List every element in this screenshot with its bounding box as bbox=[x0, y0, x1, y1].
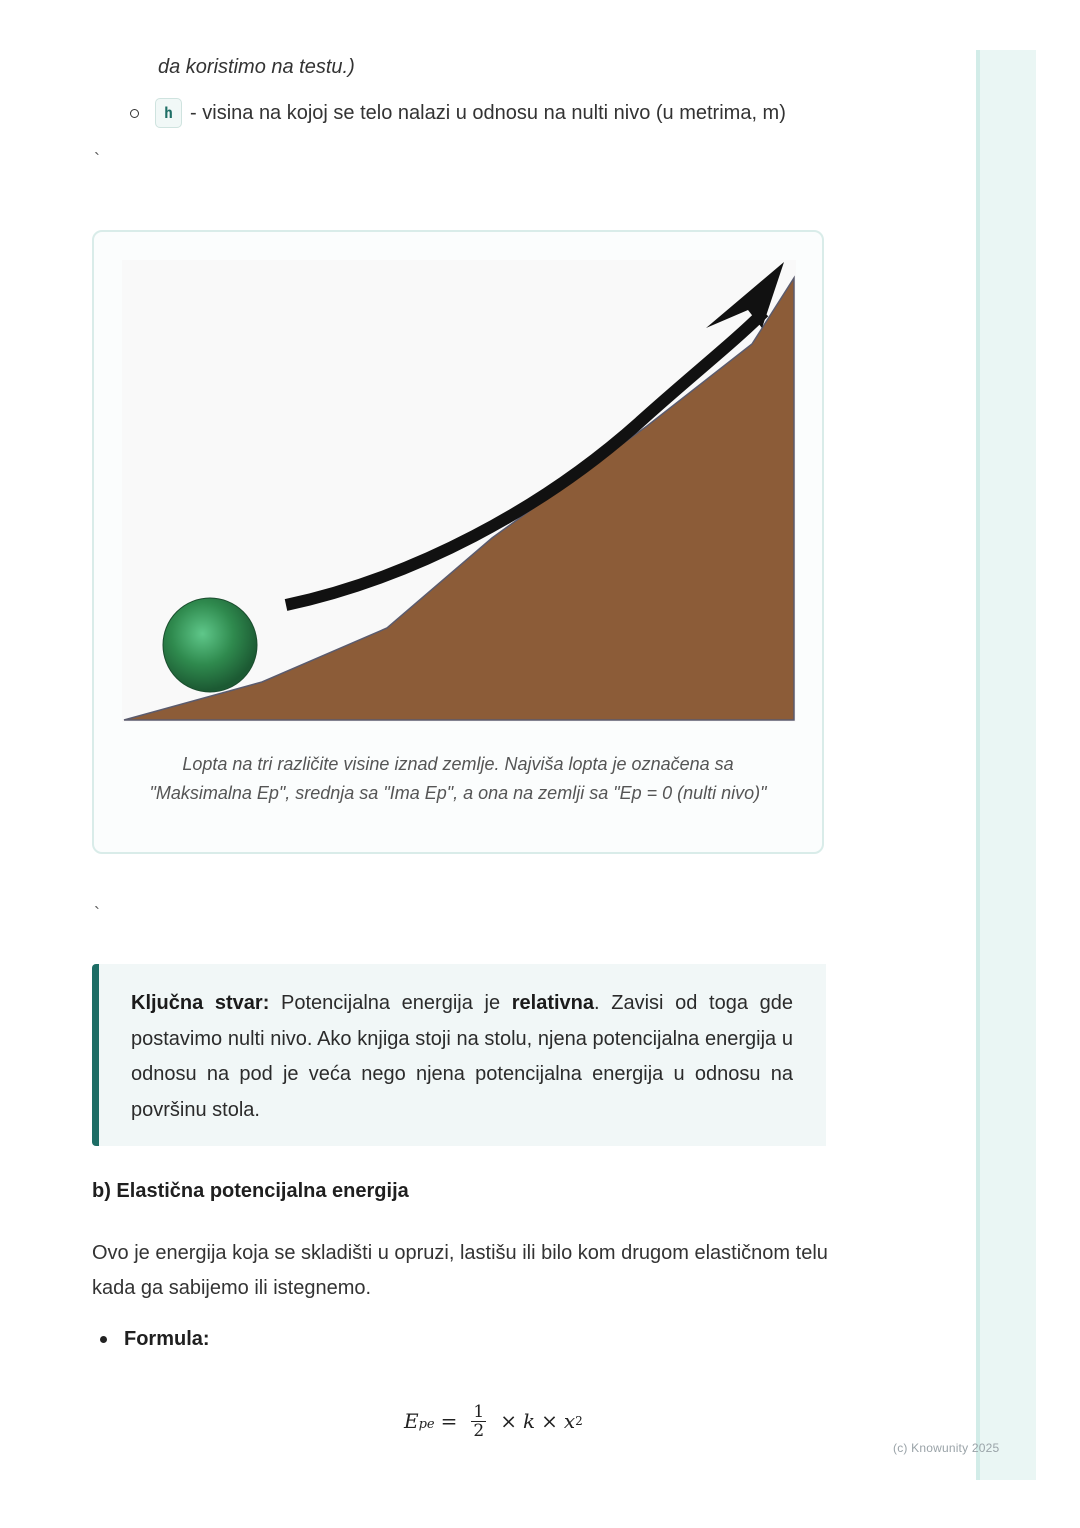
formula-fraction bbox=[471, 1403, 486, 1440]
formula-numerator: 1 bbox=[473, 1401, 485, 1422]
elastic-energy-formula bbox=[404, 1396, 583, 1446]
formula-equals: = bbox=[440, 1409, 458, 1433]
callout-text bbox=[131, 986, 793, 1128]
formula-times-1: × bbox=[500, 1409, 517, 1433]
caption-line-1: Lopta na tri različite visine iznad zemlje. Najviša lopta je označena sa bbox=[182, 754, 734, 774]
formula-times-2: × bbox=[541, 1409, 558, 1433]
formula-x: x bbox=[563, 1409, 576, 1433]
section-paragraph: Ovo je energija koja se skladišti u opruzi, lastišu ili bilo kom drugom elastičnom telu kada ga sabijemo ili istegnemo. bbox=[92, 1242, 828, 1299]
variable-code-chip: h bbox=[155, 98, 182, 128]
formula-denominator: 2 bbox=[473, 1420, 485, 1441]
callout-lead: Ključna stvar: bbox=[131, 992, 270, 1014]
intro-continuation: da koristimo na testu.) bbox=[158, 56, 355, 78]
separator-mark: ` bbox=[94, 150, 100, 170]
formula-k: k bbox=[522, 1409, 536, 1433]
right-margin-rail bbox=[976, 50, 1036, 1480]
solid-bullet-icon bbox=[100, 1336, 107, 1343]
green-ball bbox=[163, 598, 257, 692]
formula-bullet bbox=[100, 1328, 210, 1351]
caption-line-2: "Maksimalna Ep", srednja sa "Ima Ep", a ona na zemlji sa "Ep = 0 (nulti nivo)" bbox=[149, 783, 767, 803]
formula-lhs: E bbox=[404, 1409, 419, 1433]
separator-mark-2: ` bbox=[94, 904, 100, 924]
variable-bullet bbox=[130, 98, 786, 128]
formula-lhs-sub: pe bbox=[418, 1416, 435, 1432]
hollow-bullet-icon bbox=[130, 109, 139, 118]
formula-label: Formula: bbox=[124, 1328, 210, 1350]
ball-on-slope-illustration bbox=[122, 260, 796, 722]
variable-description: - visina na kojoj se telo nalazi u odnosu na nulti nivo (u metrima, m) bbox=[190, 101, 786, 124]
section-heading: b) Elastična potencijalna energija bbox=[92, 1180, 409, 1202]
formula-exponent: 2 bbox=[575, 1414, 583, 1428]
slope-svg bbox=[122, 260, 796, 722]
figure-caption bbox=[110, 750, 806, 808]
callout-text-after: . Zavisi od toga gde postavimo nulti nivo. Ako knjiga stoji na stolu, njena potencijalna energija u odnosu na pod je veća nego njena potencijalna energija u odnosu na površinu stola. bbox=[131, 992, 793, 1121]
callout-text-before: Potencijalna energija je bbox=[269, 992, 512, 1014]
callout-emphasis: relativna bbox=[511, 992, 594, 1014]
copyright-watermark: (c) Knowunity 2025 bbox=[893, 1441, 1000, 1455]
